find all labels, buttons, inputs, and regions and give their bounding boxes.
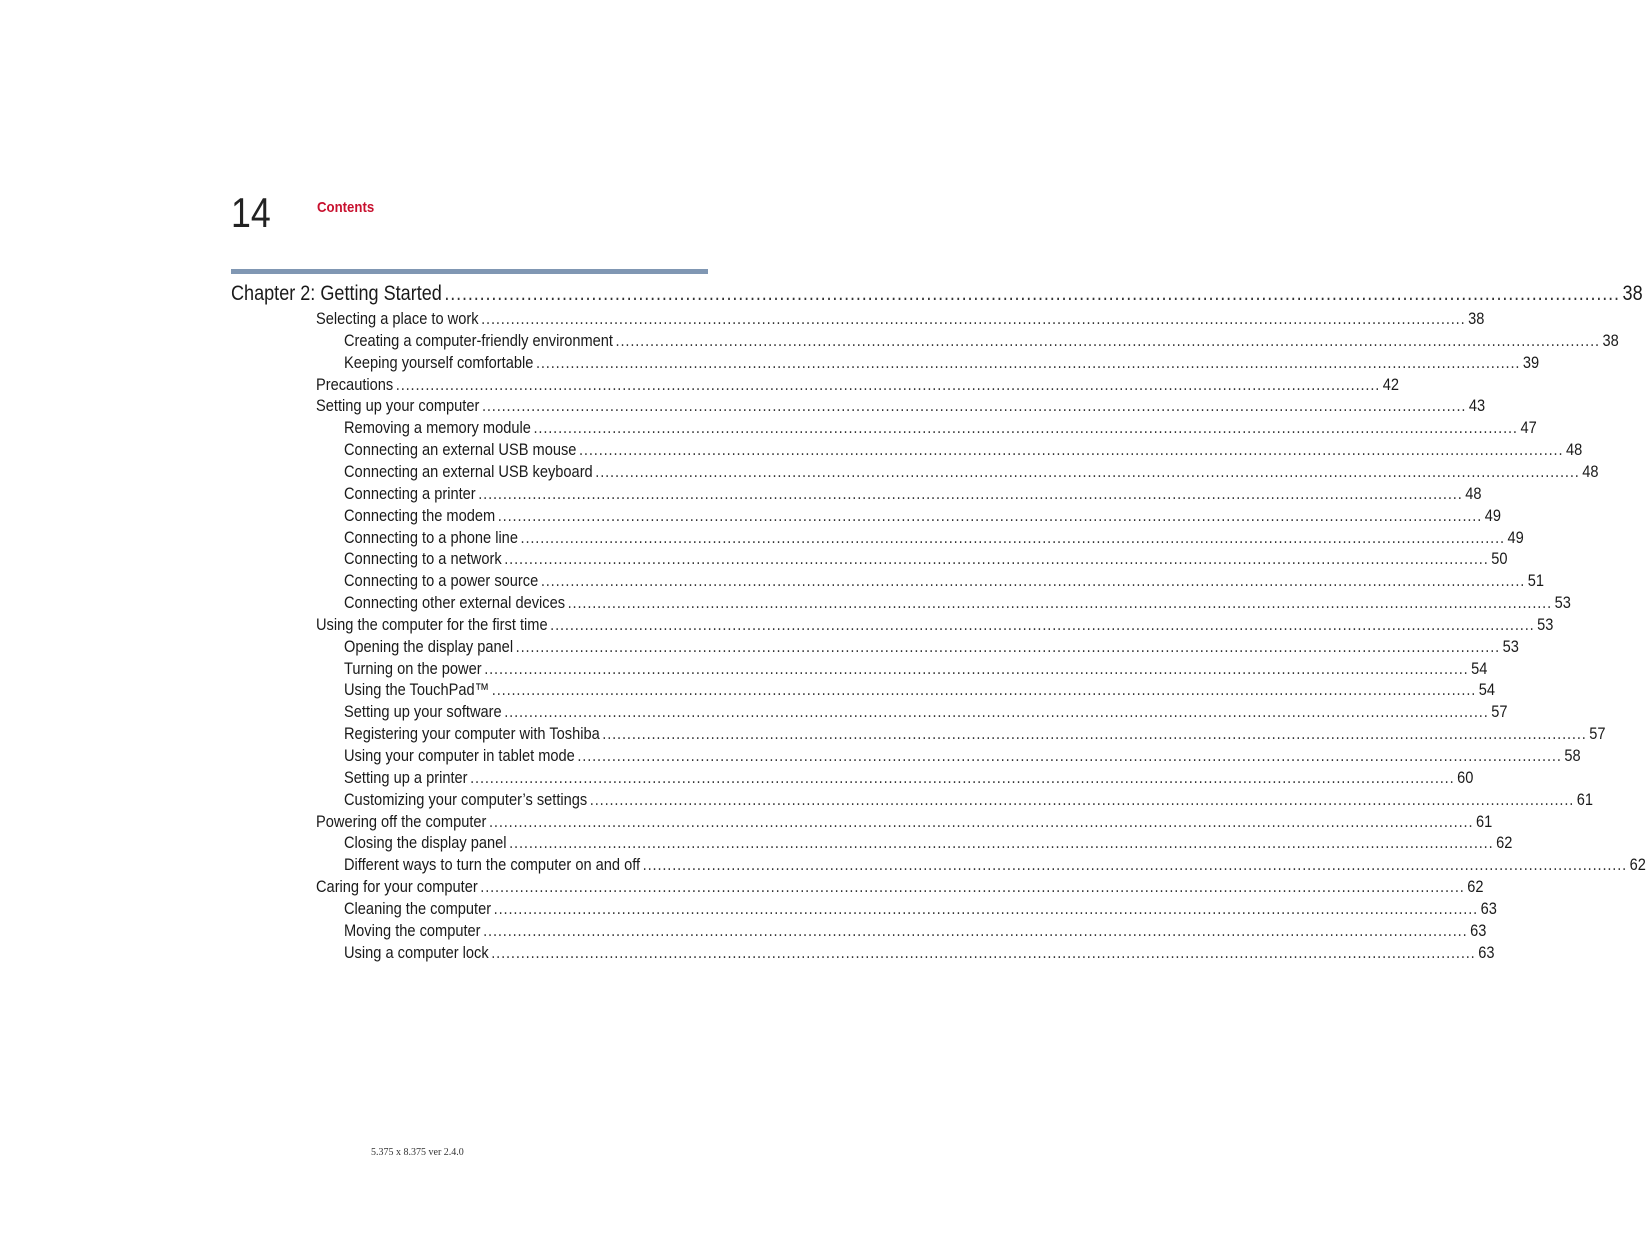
toc-entry-title: Customizing your computer’s settings xyxy=(344,789,588,809)
toc-entry[interactable] xyxy=(344,680,1496,702)
chapter-page: 38 xyxy=(1622,282,1643,305)
leader-dots: ........................................................................................................................................................................................................ xyxy=(540,571,1526,591)
leader-dots: ........................................................................................................................................................................................................ xyxy=(481,396,1467,416)
leader-dots: ........................................................................................................................................................................................................ xyxy=(483,920,1468,940)
toc-entry-title: Connecting a printer xyxy=(344,483,476,503)
toc-entry-title: Using the computer for the first time xyxy=(316,614,548,634)
leader-dots: ........................................................................................................................................................................................................ xyxy=(484,658,1469,678)
toc-entry[interactable] xyxy=(344,549,1508,571)
toc-entry-title: Using the TouchPad™ xyxy=(344,680,490,700)
toc-entry-title: Using a computer lock xyxy=(344,942,489,962)
toc-entry[interactable] xyxy=(316,374,1400,397)
toc-entry-title: Connecting to a phone line xyxy=(344,527,518,547)
toc-entry[interactable] xyxy=(344,505,1501,528)
toc-entry-page: 62 xyxy=(1496,833,1513,853)
toc-entry[interactable] xyxy=(316,877,1484,899)
toc-entry-page: 51 xyxy=(1527,571,1545,591)
toc-entry[interactable] xyxy=(316,309,1485,331)
toc-entry[interactable] xyxy=(344,571,1545,593)
leader-dots: ........................................................................................................................................................................................................ xyxy=(567,593,1553,613)
toc-entry[interactable] xyxy=(344,833,1513,855)
toc-entry-title: Creating a computer-friendly environment xyxy=(344,330,613,350)
toc-entry-title: Using your computer in tablet mode xyxy=(344,746,575,765)
leader-dots: ........................................................................................................................................................................................................ xyxy=(504,702,1489,722)
toc-entry[interactable] xyxy=(344,593,1571,615)
toc-entry-page: 62 xyxy=(1629,855,1646,875)
leader-dots: ........................................................................................................................................................................................................ xyxy=(395,374,1381,394)
leader-dots: ........................................................................................................................................................................................................ xyxy=(493,898,1479,918)
toc-entry-page: 63 xyxy=(1478,942,1495,962)
toc-entry[interactable] xyxy=(344,855,1646,877)
leader-dots: ........................................................................................................................................................................................................ xyxy=(577,746,1562,765)
leader-dots: ........................................................................................................................................................................................................ xyxy=(535,352,1521,372)
toc-entry-page: 63 xyxy=(1470,920,1487,940)
toc-entry[interactable] xyxy=(344,920,1487,943)
toc-entry-title: Connecting an external USB keyboard xyxy=(344,461,593,481)
toc-entry[interactable] xyxy=(344,898,1497,921)
toc-entry-page: 58 xyxy=(1564,746,1581,765)
leader-dots: ........................................................................................................................................................................................................ xyxy=(481,309,1466,328)
leader-dots: ........................................................................................................................................................................................................ xyxy=(491,942,1476,962)
leader-dots: ........................................................................................................................................................................................................ xyxy=(491,680,1477,700)
chapter-heading[interactable] xyxy=(231,282,1643,305)
leader-dots: ........................................................................................................................................................................................................ xyxy=(444,282,1620,305)
toc-entry-title: Turning on the power xyxy=(344,658,482,678)
toc-entry-page: 62 xyxy=(1467,877,1484,897)
toc-entry-page: 61 xyxy=(1475,811,1493,831)
leader-dots: ........................................................................................................................................................................................................ xyxy=(615,330,1600,350)
toc-entry-title: Connecting to a network xyxy=(344,549,502,569)
toc-entry-title: Connecting other external devices xyxy=(344,593,566,613)
toc-entry[interactable] xyxy=(316,614,1554,637)
leader-dots: ........................................................................................................................................................................................................ xyxy=(595,461,1580,481)
toc-entry-page: 48 xyxy=(1565,440,1583,460)
toc-entry-page: 53 xyxy=(1502,636,1519,656)
toc-entry-page: 57 xyxy=(1491,702,1508,722)
page-number: 14 xyxy=(231,189,271,236)
toc-entry-title: Precautions xyxy=(316,374,394,394)
toc-entry-title: Setting up your software xyxy=(344,702,502,722)
toc-entry-page: 43 xyxy=(1468,396,1486,416)
toc-entry-page: 53 xyxy=(1554,593,1571,613)
toc-entry-page: 38 xyxy=(1468,309,1485,328)
toc-entry-page: 49 xyxy=(1507,527,1524,547)
toc-entry-page: 48 xyxy=(1465,483,1482,503)
toc-entry-title: Removing a memory module xyxy=(344,418,531,438)
leader-dots: ........................................................................................................................................................................................................ xyxy=(642,855,1628,875)
toc-entry[interactable] xyxy=(344,440,1583,462)
toc-entry-page: 47 xyxy=(1520,418,1537,438)
leader-dots: ........................................................................................................................................................................................................ xyxy=(478,483,1463,503)
toc-entry-title: Keeping yourself comfortable xyxy=(344,352,534,372)
toc-entry[interactable] xyxy=(344,724,1606,746)
toc-entry-page: 39 xyxy=(1522,352,1540,372)
toc-entry-title: Closing the display panel xyxy=(344,833,507,853)
toc-entry[interactable] xyxy=(344,702,1508,724)
toc-entry[interactable] xyxy=(344,483,1482,506)
toc-entry[interactable] xyxy=(344,789,1594,812)
toc-entry[interactable] xyxy=(344,352,1540,375)
leader-dots: ........................................................................................................................................................................................................ xyxy=(602,724,1587,744)
toc-entry-title: Different ways to turn the computer on and off xyxy=(344,855,641,875)
toc-entry-page: 54 xyxy=(1478,680,1496,700)
toc-entry[interactable] xyxy=(344,527,1524,550)
toc-entry-page: 60 xyxy=(1457,767,1474,787)
toc-entry-title: Setting up a printer xyxy=(344,767,468,787)
leader-dots: ........................................................................................................................................................................................................ xyxy=(509,833,1494,853)
leader-dots: ........................................................................................................................................................................................................ xyxy=(488,811,1474,831)
toc-entry-page: 42 xyxy=(1382,374,1400,394)
toc-entry-page: 50 xyxy=(1491,549,1508,569)
toc-entry[interactable] xyxy=(316,396,1486,418)
toc-entry-title: Cleaning the computer xyxy=(344,898,492,918)
leader-dots: ........................................................................................................................................................................................................ xyxy=(520,527,1505,547)
toc-entry-title: Moving the computer xyxy=(344,920,481,940)
toc-entry-title: Caring for your computer xyxy=(316,877,478,897)
toc-entry-title: Selecting a place to work xyxy=(316,309,479,328)
leader-dots: ........................................................................................................................................................................................................ xyxy=(533,418,1518,438)
toc-entry-page: 48 xyxy=(1582,461,1599,481)
toc-entry-page: 61 xyxy=(1576,789,1594,809)
leader-dots: ........................................................................................................................................................................................................ xyxy=(470,767,1455,787)
toc-entry-page: 57 xyxy=(1589,724,1606,744)
toc-entry-title: Connecting to a power source xyxy=(344,571,539,591)
section-label: Contents xyxy=(317,199,375,216)
leader-dots: ........................................................................................................................................................................................................ xyxy=(589,789,1575,809)
toc-entry[interactable] xyxy=(316,811,1493,834)
toc-entry[interactable] xyxy=(344,418,1537,440)
toc-entry-page: 49 xyxy=(1484,505,1501,525)
toc-entry-page: 54 xyxy=(1471,658,1488,678)
toc-entry[interactable] xyxy=(344,636,1519,659)
toc-entry-title: Powering off the computer xyxy=(316,811,487,831)
toc-entry[interactable] xyxy=(344,746,1581,768)
toc-entry-page: 38 xyxy=(1602,330,1619,350)
toc-entry-title: Registering your computer with Toshiba xyxy=(344,724,600,744)
toc-entry[interactable] xyxy=(344,767,1474,790)
toc-entry-page: 63 xyxy=(1480,898,1497,918)
toc-entry[interactable] xyxy=(344,461,1599,484)
leader-dots: ........................................................................................................................................................................................................ xyxy=(515,636,1501,656)
toc-entry-title: Setting up your computer xyxy=(316,396,480,416)
leader-dots: ........................................................................................................................................................................................................ xyxy=(550,614,1535,634)
toc-entry[interactable] xyxy=(344,942,1495,965)
toc-entry[interactable] xyxy=(344,658,1488,681)
toc-entry-title: Connecting an external USB mouse xyxy=(344,440,577,460)
leader-dots: ........................................................................................................................................................................................................ xyxy=(497,505,1483,525)
chapter-title: Chapter 2: Getting Started xyxy=(231,282,442,305)
leader-dots: ........................................................................................................................................................................................................ xyxy=(579,440,1564,460)
leader-dots: ........................................................................................................................................................................................................ xyxy=(480,877,1465,897)
header-rule xyxy=(231,269,708,274)
leader-dots: ........................................................................................................................................................................................................ xyxy=(504,549,1489,569)
toc-entry-title: Opening the display panel xyxy=(344,636,514,656)
toc-entry-title: Connecting the modem xyxy=(344,505,496,525)
toc-entry-page: 53 xyxy=(1537,614,1554,634)
footer-version: 5.375 x 8.375 ver 2.4.0 xyxy=(371,1147,464,1158)
toc-entry[interactable] xyxy=(344,330,1619,353)
